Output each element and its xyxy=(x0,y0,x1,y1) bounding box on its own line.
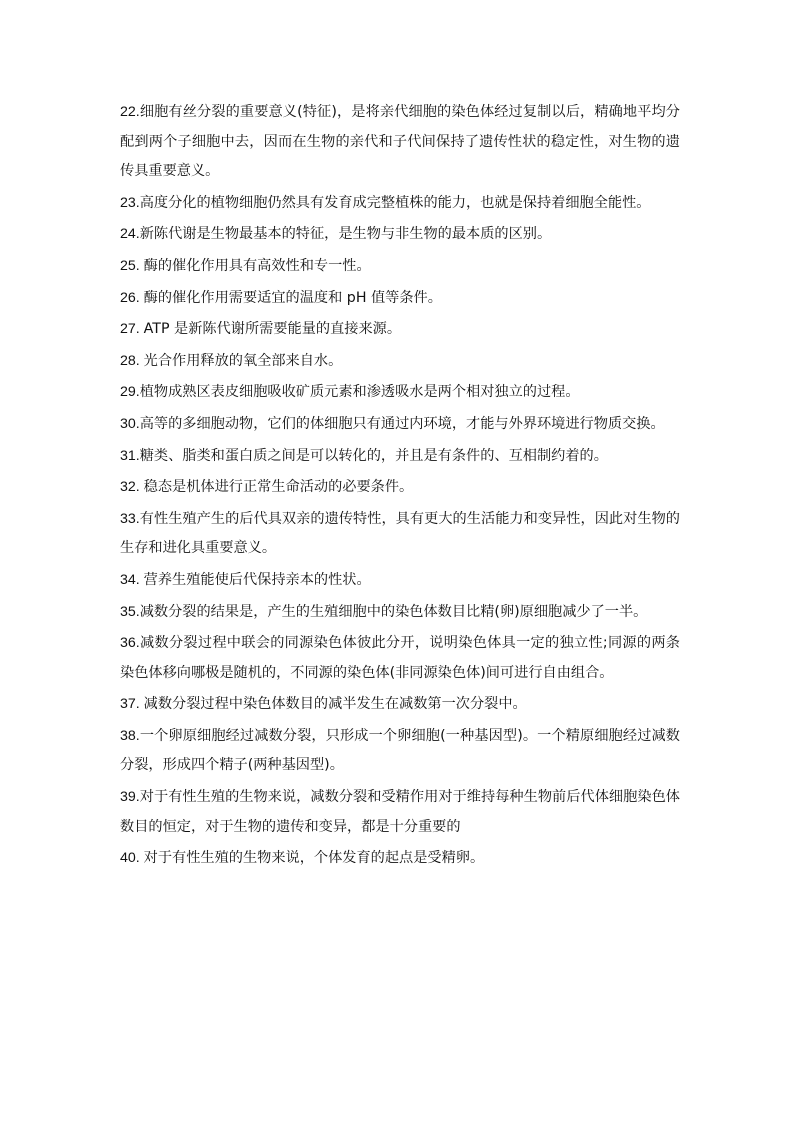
item-number: 34. xyxy=(120,571,144,588)
item-text: 稳态是机体进行正常生命活动的必要条件。 xyxy=(143,479,414,496)
item-text: 新陈代谢是生物最基本的特征，是生物与非生物的最本质的区别。 xyxy=(139,226,552,243)
item-text: 减数分裂过程中联会的同源染色体彼此分开，说明染色体具一定的独立性;同源的两条染色体移向哪极是随机的，不同源的染色体(非同源染色体)间可进行自由组合。 xyxy=(120,635,680,681)
list-item xyxy=(120,252,680,282)
list-item xyxy=(120,410,680,440)
list-item xyxy=(120,347,680,377)
list-item xyxy=(120,315,680,345)
item-text: 有性生殖产生的后代具双亲的遗传特性，具有更大的生活能力和变异性，因此对生物的生存和进化具重要意义。 xyxy=(120,510,680,557)
list-item xyxy=(120,566,680,596)
item-number: 24. xyxy=(120,226,140,243)
list-item xyxy=(120,629,680,688)
list-item xyxy=(120,722,680,781)
list-item xyxy=(120,505,680,564)
item-number: 33. xyxy=(120,510,140,527)
item-text: 减数分裂过程中染色体数目的减半发生在减数第一次分裂中。 xyxy=(143,696,527,713)
list-item xyxy=(120,473,680,503)
item-text: 光合作用释放的氧全部来自水。 xyxy=(143,352,343,369)
item-text: 高度分化的植物细胞仍然具有发育成完整植株的能力，也就是保持着细胞全能性。 xyxy=(139,194,651,211)
list-item xyxy=(120,690,680,720)
item-number: 32. xyxy=(120,479,144,496)
item-number: 36. xyxy=(120,635,140,652)
item-text: 一个卵原细胞经过减数分裂，只形成一个卵细胞(一种基因型)。一个精原细胞经过减数分裂，形成四个精子(两种基因型)。 xyxy=(120,727,680,774)
item-text: 酶的催化作用需要适宜的温度和 pH 值等条件。 xyxy=(143,289,442,306)
list-item xyxy=(120,378,680,408)
item-number: 26. xyxy=(120,289,144,306)
item-number: 30. xyxy=(120,415,140,432)
item-text: 对于有性生殖的生物来说，个体发育的起点是受精卵。 xyxy=(143,850,485,867)
list-item xyxy=(120,844,680,874)
item-text: 减数分裂的结果是，产生的生殖细胞中的染色体数目比精(卵)原细胞减少了一半。 xyxy=(139,603,648,620)
item-number: 22. xyxy=(120,104,140,120)
item-number: 27. xyxy=(120,321,144,338)
item-text: 高等的多细胞动物，它们的体细胞只有通过内环境，才能与外界环境进行物质交换。 xyxy=(139,415,665,432)
item-number: 38. xyxy=(120,727,140,744)
item-text: 植物成熟区表皮细胞吸收矿质元素和渗透吸水是两个相对独立的过程。 xyxy=(139,384,580,401)
document-page xyxy=(120,98,680,876)
list-item xyxy=(120,598,680,628)
item-text: 酶的催化作用具有高效性和专一性。 xyxy=(143,257,371,274)
item-number: 25. xyxy=(120,257,144,274)
list-item xyxy=(120,98,680,187)
item-number: 39. xyxy=(120,789,140,806)
item-text: 营养生殖能使后代保持亲本的性状。 xyxy=(143,571,371,588)
item-text: 对于有性生殖的生物来说，减数分裂和受精作用对于维持每种生物前后代体细胞染色体数目的恒定，对于生物的遗传和变异，都是十分重要的 xyxy=(120,789,680,835)
item-number: 37. xyxy=(120,696,144,713)
list-item xyxy=(120,284,680,314)
item-number: 28. xyxy=(120,352,144,369)
list-item xyxy=(120,220,680,250)
list-item xyxy=(120,189,680,219)
item-number: 29. xyxy=(120,384,140,401)
item-number: 40. xyxy=(120,850,144,867)
list-item xyxy=(120,783,680,842)
item-number: 31. xyxy=(120,447,140,464)
list-item xyxy=(120,442,680,472)
item-text: 糖类、脂类和蛋白质之间是可以转化的，并且是有条件的、互相制约着的。 xyxy=(139,447,608,464)
item-text: ATP 是新陈代谢所需要能量的直接来源。 xyxy=(143,321,402,338)
item-number: 23. xyxy=(120,194,140,211)
item-number: 35. xyxy=(120,603,140,620)
item-text: 细胞有丝分裂的重要意义(特征)，是将亲代细胞的染色体经过复制以后，精确地平均分配到两个子细胞中去，因而在生物的亲代和子代间保持了遗传性状的稳定性，对生物的遗传具重要意义。 xyxy=(120,104,680,180)
